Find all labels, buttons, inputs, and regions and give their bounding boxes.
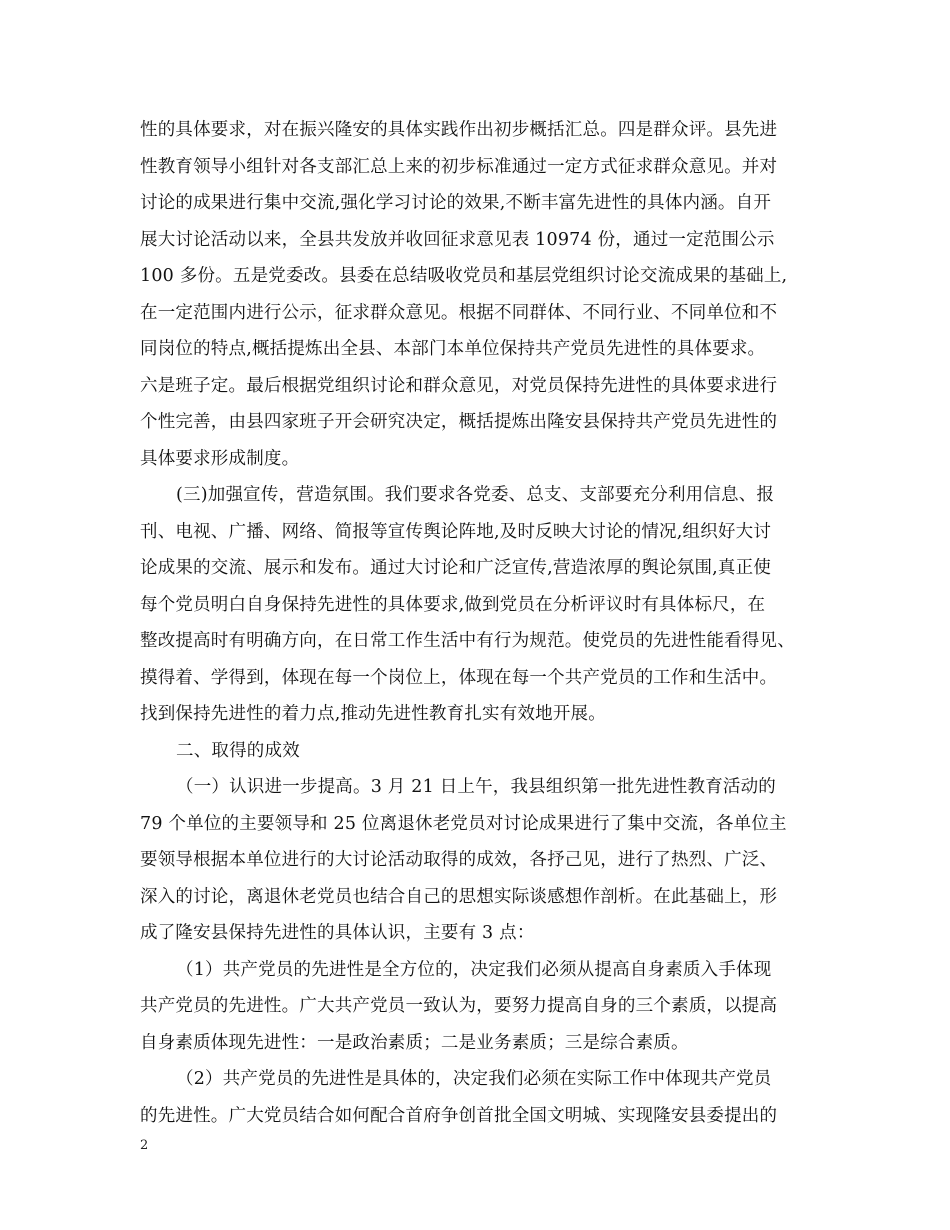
text-line: 刊、电视、广播、网络、简报等宣传舆论阵地,及时反映大讨论的情况,组织好大讨 — [140, 521, 772, 542]
text-line: 79 个单位的主要领导和 25 位离退休老党员对讨论成果进行了集中交流，各单位主 — [140, 813, 787, 834]
section-heading: 二、取得的成效 — [176, 740, 300, 761]
text-line: 深入的讨论，离退休老党员也结合自己的思想实际谈感想作剖析。在此基础上，形 — [140, 886, 778, 907]
text-line: 具体要求形成制度。 — [140, 448, 300, 469]
text-line: 论成果的交流、展示和发布。通过大讨论和广泛宣传,营造浓厚的舆论氛围,真正使 — [140, 558, 772, 578]
text-line: 在一定范围内进行公示，征求群众意见。根据不同群体、不同行业、不同单位和不 — [140, 302, 778, 323]
text-line: 讨论的成果进行集中交流,强化学习讨论的效果,不断丰富先进性的具体内涵。自开 — [140, 193, 772, 213]
page-number: 2 — [140, 1138, 149, 1153]
paragraph-start-line: （一）认识进一步提高。3 月 21 日上午，我县组织第一批先进性教育活动的 — [176, 777, 776, 797]
text-line: 找到保持先进性的着力点,推动先进性教育扎实有效地开展。 — [140, 704, 606, 724]
text-line: 成了隆安县保持先进性的具体认识，主要有 3 点： — [140, 923, 535, 943]
text-line: 每个党员明白自身保持先进性的具体要求,做到党员在分析评议时有具体标尺，在 — [140, 594, 766, 615]
text-line: 性教育领导小组针对各支部汇总上来的初步标准通过一定方式征求群众意见。并对 — [140, 156, 778, 177]
text-line: 个性完善，由县四家班子开会研究决定，概括提炼出隆安县保持共产党员先进性的 — [140, 412, 778, 432]
text-line: 同岗位的特点,概括提炼出全县、本部门本单位保持共产党员先进性的具体要求。 — [140, 339, 766, 359]
text-line: 摸得着、学得到，体现在每一个岗位上，体现在每一个共产党员的工作和生活中。 — [140, 667, 778, 688]
text-line: 的先进性。广大党员结合如何配合首府争创首批全国文明城、实现隆安县委提出的 — [140, 1105, 778, 1126]
text-line: 展大讨论活动以来，全县共发放并收回征求意见表 10974 份，通过一定范围公示 — [140, 229, 775, 250]
text-line: 要领导根据本单位进行的大讨论活动取得的成效，各抒己见，进行了热烈、广泛、 — [140, 850, 778, 870]
document-body — [140, 112, 820, 1134]
paragraph-start-line: （2）共产党员的先进性是具体的，决定我们必须在实际工作中体现共产党员 — [176, 1069, 772, 1089]
text-line: 自身素质体现先进性：一是政治素质；二是业务素质；三是综合素质。 — [140, 1032, 689, 1053]
paragraph-start-line: （1）共产党员的先进性是全方位的，决定我们必须从提高自身素质入手体现 — [176, 959, 772, 980]
text-line: 整改提高时有明确方向，在日常工作生活中有行为规范。使党员的先进性能看得见、 — [140, 631, 795, 651]
paragraph-start-line: (三)加强宣传，营造氛围。我们要求各党委、总支、支部要充分利用信息、报 — [176, 485, 775, 505]
text-line: 性的具体要求，对在振兴隆安的具体实践作出初步概括汇总。四是群众评。县先进 — [140, 120, 778, 140]
text-line: 共产党员的先进性。广大共产党员一致认为，要努力提高自身的三个素质，以提高 — [140, 996, 778, 1016]
text-line: 100 多份。五是党委改。县委在总结吸收党员和基层党组织讨论交流成果的基础上, — [140, 266, 788, 286]
text-line: 六是班子定。最后根据党组织讨论和群众意见，对党员保持先进性的具体要求进行 — [140, 375, 778, 396]
